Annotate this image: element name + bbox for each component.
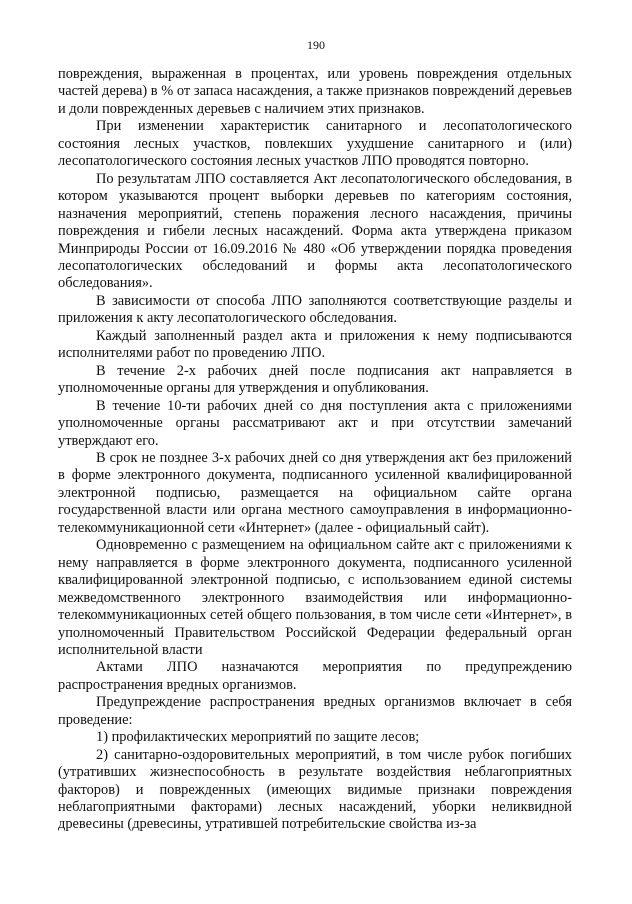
paragraph: В течение 10-ти рабочих дней со дня поступления акта с приложениями уполномоченные органы рассматривают акт и при отсутствии замечаний утверждают его.: [58, 397, 572, 449]
list-item: 2) санитарно-оздоровительных мероприятий, в том числе рубок погибших (утративших жизнеспособность в результате воздействия неблагоприятных факторов) и поврежденных (имеющих видимые признаки повреждения неблагоприятными факторами) лесных насаждений, уборки неликвидной древесины (древесины, утратившей потребительские свойства из-за: [58, 746, 572, 833]
paragraph: В срок не позднее 3-х рабочих дней со дня утверждения акт без приложений в форме электронного документа, подписанного усиленной квалифицированной электронной подписью, размещается на официальном сайте органа государственной власти или органа местного самоуправления в информационно-телекоммуникационной сети «Интернет» (далее - официальный сайт).: [58, 449, 572, 536]
paragraph: Одновременно с размещением на официальном сайте акт с приложениями к нему направляется в форме электронного документа, подписанного усиленной квалифицированной электронной подписью, с использованием единой системы межведомственного электронного взаимодействия или информационно-телекоммуникационных сетей общего пользования, в том числе сети «Интернет», в уполномоченный Правительством Российской Федерации федеральный орган исполнительной власти: [58, 537, 572, 658]
paragraph: Актами ЛПО назначаются мероприятия по предупреждению распространения вредных организмов.: [58, 659, 572, 693]
paragraph: Каждый заполненный раздел акта и приложения к нему подписываются исполнителями работ по проведению ЛПО.: [58, 327, 572, 362]
paragraph: Предупреждение распространения вредных организмов включает в себя проведение:: [58, 694, 572, 728]
page-number: 190: [307, 38, 325, 52]
list-item: 1) профилактических мероприятий по защите лесов;: [96, 729, 420, 746]
body-text: [58, 66, 572, 834]
paragraph: повреждения, выраженная в процентах, или уровень повреждения отдельных частей дерева) в % от запаса насаждения, а также признаков повреждений деревьев и доли поврежденных деревьев с наличием этих признаков.: [58, 66, 572, 117]
paragraph: По результатам ЛПО составляется Акт лесопатологического обследования, в котором указываются процент выборки деревьев по категориям состояния, назначения мероприятий, степень поражения лесного насаждения, причины повреждения и гибели лесных насаждений. Форма акта утверждена приказом Минприроды России от 16.09.2016 № 480 «Об утверждении порядка проведения лесопатологических обследований и формы акта лесопатологического обследования».: [58, 170, 572, 292]
paragraph: В течение 2-х рабочих дней после подписания акт направляется в уполномоченные органы для утверждения и опубликования.: [58, 362, 572, 397]
paragraph: При изменении характеристик санитарного и лесопатологического состояния лесных участков, повлекших ухудшение санитарного и (или) лесопатологического состояния лесных участков ЛПО проводятся повторно.: [58, 118, 572, 170]
paragraph: В зависимости от способа ЛПО заполняются соответствующие разделы и приложения к акту лесопатологического обследования.: [58, 292, 572, 327]
